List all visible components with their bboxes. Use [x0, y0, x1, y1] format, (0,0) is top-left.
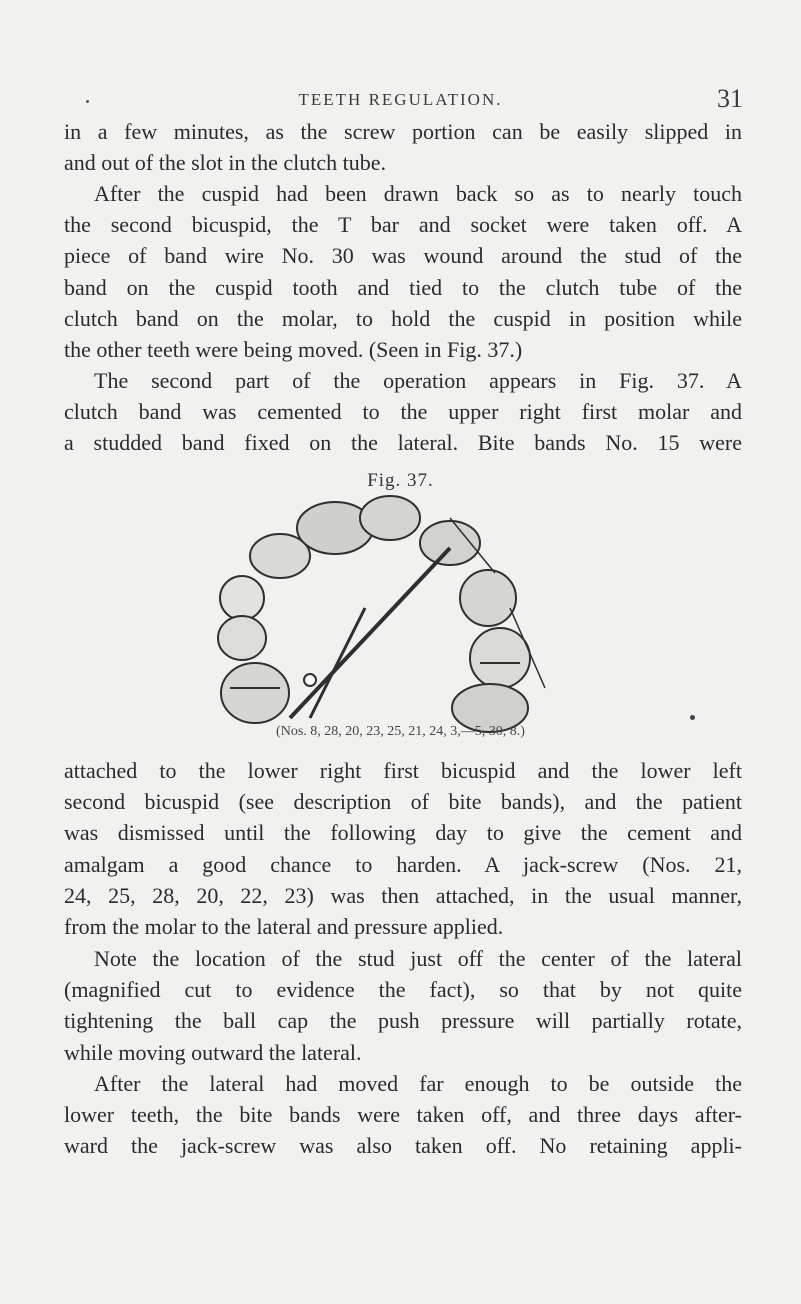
- text-line: clutch band was cemented to the upper right first molar and: [64, 399, 742, 425]
- text-line: piece of band wire No. 30 was wound around the stud of the: [64, 243, 742, 269]
- text-line: from the molar to the lateral and pressure applied.: [64, 913, 504, 939]
- tooth-shape: [220, 576, 264, 620]
- text-line: was dismissed until the following day to give the cement and: [64, 820, 742, 846]
- text-line: After the cuspid had been drawn back so as to nearly touch: [94, 181, 742, 206]
- text-line: and out of the slot in the clutch tube.: [64, 150, 386, 176]
- text-line: 24, 25, 28, 20, 22, 23) was then attached, in the usual manner,: [64, 882, 742, 908]
- text-line: (magnified cut to evidence the fact), so that by not quite: [64, 977, 742, 1003]
- paragraph-3: [64, 365, 742, 459]
- paragraph-5: [64, 943, 742, 1068]
- text-line: band on the cuspid tooth and tied to the clutch tube of the: [64, 274, 742, 300]
- text-line: clutch band on the molar, to hold the cuspid in position while: [64, 305, 742, 331]
- page-header: [0, 86, 801, 116]
- tooth-shape: [218, 616, 266, 660]
- tooth-shape: [460, 570, 516, 626]
- text-line: second bicuspid (see description of bite bands), and the patient: [64, 789, 742, 815]
- text-line: the second bicuspid, the T bar and socket were taken off. A: [64, 212, 742, 238]
- paragraph-1: [64, 116, 742, 178]
- text-line: ward the jack-screw was also taken off. No retaining appli-: [64, 1133, 742, 1159]
- tooth-shape: [221, 663, 289, 723]
- text-line: tightening the ball cap the push pressure will partially rotate,: [64, 1008, 742, 1034]
- paragraph-6: [64, 1068, 742, 1162]
- figure-title: Fig. 37.: [367, 470, 434, 491]
- text-line: attached to the lower right first bicuspid and the lower left: [64, 758, 742, 783]
- paragraph-2: [64, 178, 742, 365]
- jack-screw-rod: [310, 608, 365, 718]
- paragraph-4: [64, 755, 742, 942]
- stud-circle: [304, 674, 316, 686]
- tooth-shape: [470, 628, 530, 688]
- text-line: amalgam a good chance to harden. A jack-screw (Nos. 21,: [64, 851, 742, 877]
- text-line: in a few minutes, as the screw portion can be easily slipped in: [64, 119, 742, 144]
- jack-screw-rod: [290, 548, 450, 718]
- text-line: The second part of the operation appears in Fig. 37. A: [94, 368, 742, 393]
- figure-caption: (Nos. 8, 28, 20, 23, 25, 21, 24, 3,—5, 30, 8.): [276, 724, 525, 739]
- running-title: TEETH REGULATION.: [298, 90, 503, 109]
- dental-arch-illustration: [150, 488, 650, 738]
- text-line: After the lateral had moved far enough to be outside the: [94, 1071, 742, 1096]
- text-line: a studded band fixed on the lateral. Bite bands No. 15 were: [64, 430, 742, 456]
- text-line: while moving outward the lateral.: [64, 1039, 362, 1065]
- text-line: Note the location of the stud just off the center of the lateral: [94, 946, 742, 971]
- tooth-shape: [360, 496, 420, 540]
- text-line: the other teeth were being moved. (Seen in Fig. 37.): [64, 336, 523, 362]
- text-line: lower teeth, the bite bands were taken off, and three days after-: [64, 1102, 742, 1128]
- page-number: 31: [717, 84, 743, 113]
- stray-dot: [690, 715, 695, 720]
